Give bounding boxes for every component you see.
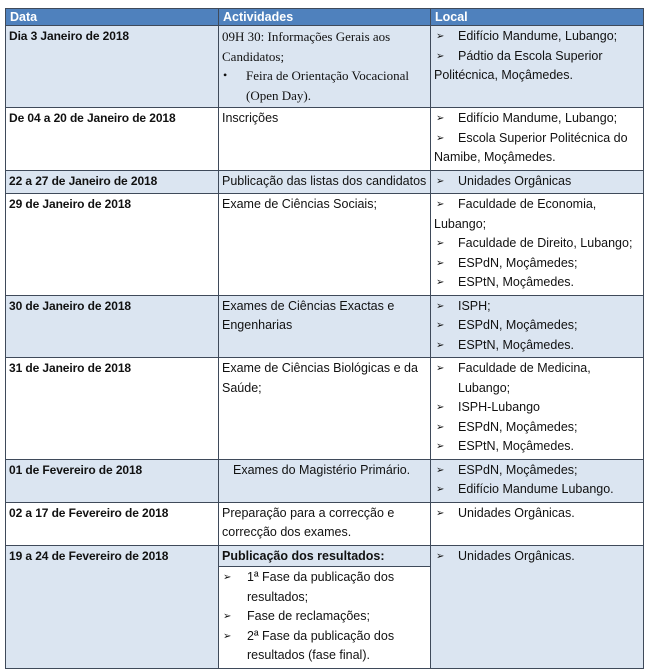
local-list xyxy=(434,547,640,567)
row-local xyxy=(431,358,644,460)
list-item xyxy=(434,172,640,192)
publication-title-text: Publicação dos resultados: xyxy=(222,548,385,563)
list-item xyxy=(434,359,640,398)
row-local xyxy=(431,295,644,358)
local-text: Edifício Mandume, Lubango; xyxy=(458,29,618,43)
local-text: ESPtN, Moçâmedes. xyxy=(458,275,575,289)
arrow-bullet-icon: ➢ xyxy=(436,402,445,413)
local-list xyxy=(434,461,640,500)
table-row xyxy=(6,108,644,171)
list-item xyxy=(434,109,640,129)
row-date: 30 de Janeiro de 2018 xyxy=(6,295,219,358)
list-item xyxy=(434,418,640,438)
list-item xyxy=(434,254,640,274)
local-text: ESPtN, Moçâmedes. xyxy=(458,337,575,352)
row-date: 29 de Janeiro de 2018 xyxy=(6,194,219,296)
header-actividades: Actividades xyxy=(219,9,431,26)
list-item xyxy=(434,461,640,481)
list-item xyxy=(434,234,640,254)
local-list xyxy=(434,297,640,356)
publication-list-box xyxy=(219,567,430,668)
list-item xyxy=(434,336,640,356)
arrow-bullet-icon: ➢ xyxy=(436,441,445,452)
arrow-bullet-icon: ➢ xyxy=(223,572,232,583)
arrow-bullet-icon: ➢ xyxy=(436,277,445,288)
local-list xyxy=(434,172,640,192)
list-item xyxy=(434,316,640,336)
list-item xyxy=(434,47,640,86)
row-activity: Exame de Ciências Sociais; xyxy=(219,194,431,296)
table-row xyxy=(6,459,644,502)
local-text: ESPdN, Moçâmedes; xyxy=(458,318,578,332)
arrow-bullet-icon: ➢ xyxy=(223,630,232,642)
arrow-bullet-icon: ➢ xyxy=(436,339,445,351)
list-item xyxy=(222,66,427,105)
table-row xyxy=(6,26,644,108)
schedule-table-wrapper xyxy=(5,8,644,669)
row-activity: Publicação das listas dos candidatos xyxy=(219,170,431,194)
row-local xyxy=(431,194,644,296)
arrow-bullet-icon: ➢ xyxy=(223,611,232,622)
arrow-bullet-icon: ➢ xyxy=(436,464,445,476)
arrow-bullet-icon: ➢ xyxy=(436,484,445,495)
local-text: ESPdN, Moçâmedes; xyxy=(458,255,578,270)
publication-item-text: 1ª Fase da publicação dos resultados; xyxy=(247,570,395,604)
list-item xyxy=(434,437,640,457)
row-activity: Exames de Ciências Exactas e Engenharias xyxy=(219,295,431,358)
row-date: 19 a 24 de Fevereiro de 2018 xyxy=(6,545,219,668)
row-date: Dia 3 Janeiro de 2018 xyxy=(6,26,219,108)
list-item xyxy=(222,627,427,666)
row-local xyxy=(431,545,644,668)
arrow-bullet-icon: ➢ xyxy=(436,238,445,249)
list-item xyxy=(222,607,427,627)
arrow-bullet-icon: ➢ xyxy=(436,31,445,42)
table-row xyxy=(6,358,644,460)
local-text: Faculdade de Direito, Lubango; xyxy=(458,236,633,250)
schedule-table xyxy=(5,8,644,669)
row-local xyxy=(431,26,644,108)
list-item xyxy=(434,273,640,293)
activity-line: 09H 30: Informações Gerais aos Candidatos; xyxy=(222,29,391,64)
row-date: 02 a 17 de Fevereiro de 2018 xyxy=(6,502,219,545)
arrow-bullet-icon: ➢ xyxy=(436,257,445,269)
arrow-bullet-icon: ➢ xyxy=(436,132,445,144)
publication-item-text: Fase de reclamações; xyxy=(247,609,370,623)
list-item xyxy=(222,568,427,607)
arrow-bullet-icon: ➢ xyxy=(436,320,445,331)
local-list xyxy=(434,195,640,293)
arrow-bullet-icon: ➢ xyxy=(436,363,445,374)
local-text: Edifício Mandume, Lubango; xyxy=(458,111,618,125)
table-header-row xyxy=(6,9,644,26)
list-item xyxy=(434,547,640,567)
local-list xyxy=(434,27,640,86)
row-activity xyxy=(219,545,431,668)
local-text: Faculdade de Medicina, Lubango; xyxy=(458,361,591,395)
local-text: ESPdN, Moçâmedes; xyxy=(458,419,578,434)
row-activity: Exames do Magistério Primário. xyxy=(219,459,431,502)
row-activity: Inscrições xyxy=(219,108,431,171)
publication-list xyxy=(222,568,427,666)
row-date: De 04 a 20 de Janeiro de 2018 xyxy=(6,108,219,171)
arrow-bullet-icon: ➢ xyxy=(436,507,445,519)
bullet-dot-icon: • xyxy=(223,68,228,82)
arrow-bullet-icon: ➢ xyxy=(436,175,445,187)
row-local xyxy=(431,502,644,545)
table-row xyxy=(6,295,644,358)
local-text: Unidades Orgânicas. xyxy=(458,548,575,563)
activity-bullet-text: Feira de Orientação Vocacional (Open Day). xyxy=(246,68,410,103)
list-item xyxy=(434,480,640,500)
row-activity: Preparação para a correcção e correcção dos exames. xyxy=(219,502,431,545)
local-list xyxy=(434,504,640,524)
list-item xyxy=(434,398,640,418)
local-text: ESPtN, Moçâmedes. xyxy=(458,439,575,453)
local-list xyxy=(434,109,640,168)
list-item xyxy=(434,297,640,317)
local-text: Unidades Orgânicas xyxy=(458,173,572,188)
table-row xyxy=(6,502,644,545)
local-text: Pádtio da Escola Superior Politécnica, Moçâmedes. xyxy=(434,48,603,82)
arrow-bullet-icon: ➢ xyxy=(436,550,445,562)
row-local xyxy=(431,108,644,171)
table-row xyxy=(6,170,644,194)
row-date: 31 de Janeiro de 2018 xyxy=(6,358,219,460)
local-list xyxy=(434,359,640,457)
arrow-bullet-icon: ➢ xyxy=(436,50,445,62)
row-local xyxy=(431,170,644,194)
row-activity xyxy=(219,26,431,108)
row-activity: Exame de Ciências Biológicas e da Saúde; xyxy=(219,358,431,460)
publication-item-text: 2ª Fase da publicação dos resultados (fase final). xyxy=(247,628,395,662)
list-item xyxy=(434,129,640,168)
arrow-bullet-icon: ➢ xyxy=(436,113,445,124)
local-text: ESPdN, Moçâmedes; xyxy=(458,462,578,477)
publication-title xyxy=(219,546,430,568)
list-item xyxy=(434,504,640,524)
local-text: Unidades Orgânicas. xyxy=(458,505,575,520)
table-row xyxy=(6,194,644,296)
arrow-bullet-icon: ➢ xyxy=(436,300,445,312)
local-text: Edifício Mandume Lubango. xyxy=(458,482,614,496)
activity-bullets xyxy=(222,66,427,105)
local-text: ISPH-Lubango xyxy=(458,400,541,414)
row-date: 01 de Fevereiro de 2018 xyxy=(6,459,219,502)
row-local xyxy=(431,459,644,502)
list-item xyxy=(434,195,640,234)
arrow-bullet-icon: ➢ xyxy=(436,199,445,210)
header-data: Data xyxy=(6,9,219,26)
row-date: 22 a 27 de Janeiro de 2018 xyxy=(6,170,219,194)
list-item xyxy=(434,27,640,47)
local-text: ISPH; xyxy=(458,298,491,313)
arrow-bullet-icon: ➢ xyxy=(436,421,445,433)
local-text: Faculdade de Economia, Lubango; xyxy=(434,197,597,231)
table-row xyxy=(6,545,644,668)
local-text: Escola Superior Politécnica do Namibe, Moçâmedes. xyxy=(434,130,628,164)
header-local: Local xyxy=(431,9,644,26)
